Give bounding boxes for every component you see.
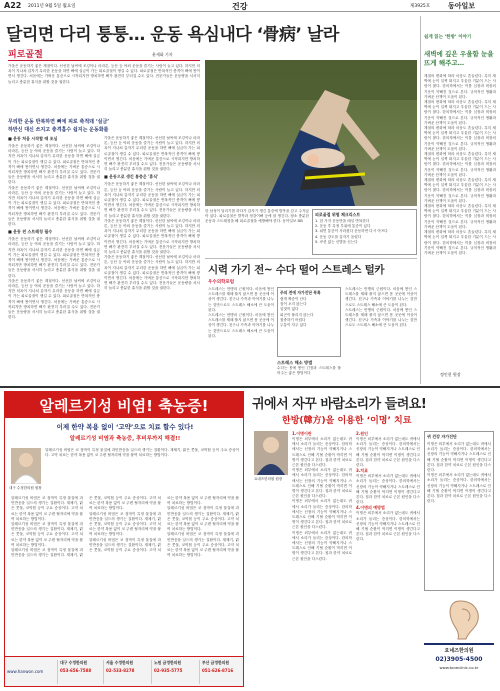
body-text: 계절의 변화에 따라 마음도 흔들린다. 특히 새벽에 눈이 일찍 떠지고 우울한 기분이 드는 사람이 많다. 한의학에서는 이를 심장과 비장의 기운이 약해진 것으로 본다. 규칙적인 생활과 가벼운 산책이 도움이 된다. bbox=[424, 178, 496, 203]
side-logo: 쉽게 읽는 ‘한방’ 이야기 bbox=[424, 35, 472, 40]
box-title: 주의 전에 자가진단 목록 bbox=[280, 290, 321, 295]
branch-phone: 02-935-5775 bbox=[154, 668, 183, 673]
body-text: 계절의 변화에 따라 마음도 흔들린다. 특히 새벽에 눈이 일찍 떠지고 우울한 기분이 드는 사람이 많다. 한의학에서는 이를 심장과 비장의 기운이 약해진 것으로 본다. 규칙적인 생활과 가벼운 산책이 도움이 된다. bbox=[424, 152, 496, 177]
section-head: 1.이명이란 bbox=[292, 431, 312, 436]
ad-right-doctor-photo bbox=[254, 431, 288, 475]
checklist-item: 5. 쿠션 없는 신발을 신는다 bbox=[315, 239, 358, 244]
body-text: 가을은 운동하기 좋은 계절이다. 선선한 날씨에 조깅이나 마라톤, 등산 등 야외 운동을 즐기는 사람이 늘고 있다. 하지만 의욕이 지나쳐 갑자기 무리한 운동을 하면 뼈에 실금이 가는 피로골절이 생길 수 있다. 피로골절은 반복적인 충격이 뼈에 쌓이면서 생긴다. 처음에는 가벼운 통증으로 시작되지만 방치하면 뼈가 완전히 부러질 수도 있다. 전문가들은 운동량을 서서히 늘리고 충분한 휴식을 취할 것을 권한다. bbox=[104, 136, 200, 172]
body-text: 이명은 외부에서 소리가 없는데도 귀에서 소리가 들리는 증상이다. 한의학에서는 신장의 기능이 약해지거나 스트레스로 인해 기혈 순환이 막히면 이명이 생긴다고 본다. 침과 한약 치료로 근본 원인을 다스린다. bbox=[292, 468, 352, 499]
section-head: 2.원인 bbox=[356, 431, 369, 436]
section-head: 4.이명의 예방법 bbox=[356, 505, 385, 511]
second-body-col-3 bbox=[345, 287, 417, 377]
box-title: 피로골절 위험 체크리스트 bbox=[315, 212, 361, 217]
lead-subhead: 무리한 운동 반복하면 뼈에 피로 축적돼 ‘실금’ bbox=[8, 119, 110, 125]
second-body-col-1 bbox=[208, 287, 274, 377]
body-text: 스트레스는 만병의 근원이다. 마음에 쌓인 스트레스를 제때 풀지 않으면 몸 곳곳에 이상이 생긴다. 친구나 가족과 이야기를 나누는 것만으로도 스트레스 해소에 큰 도움이 된다. bbox=[208, 287, 274, 312]
body-text: 알레르기성 비염은 코 점막이 특정 물질에 과민반응을 일으켜 생기는 질환이다. 재채기, 맑은 콧물, 코막힘 등이 주요 증상이다. 고약 치료는 한약 복용 없이 코 주변 혈자리에 약을 붙여 치료하는 방법이다. bbox=[89, 511, 161, 537]
checklist-item: 1. 한 가지 운동만을 매일 반복한다 bbox=[315, 219, 370, 223]
checklist-item: 쉽게 짜증이 난다 bbox=[280, 297, 307, 301]
body-text: 알레르기성 비염은 코 점막이 특정 물질에 과민반응을 일으켜 생기는 질환이다. 재채기, 맑은 콧물, 코막힘 등이 주요 증상이다. 고약 치료는 한약 복용 없이 코 주변 혈자리에 약을 붙여 치료하는 방법이다. bbox=[167, 506, 239, 532]
body-text: 가을은 운동하기 좋은 계절이다. 선선한 날씨에 조깅이나 마라톤, 등산 등 야외 운동을 즐기는 사람이 늘고 있다. 하지만 의욕이 지나쳐 갑자기 무리한 운동을 하면 뼈에 실금이 가는 피로골절이 생길 수 있다. 피로골절은 반복적인 충격이 뼈에 쌓이면서 생긴다. 처음에는 가벼운 통증으로 시작되지만 방치하면 뼈가 완전히 부러질 수도 있다. 전문가들은 운동량을 서서히 늘리고 충분한 휴식을 취할 것을 권한다. bbox=[8, 278, 100, 320]
body-text: 알레르기성 비염은 코 점막이 특정 물질에 과민반응을 일으켜 생기는 질환이다. 재채기, 맑은 콧물, 코막힘 등이 주요 증상이다. 고약 치료는 한약 복용 없이 코 주변 혈자리에 약을 붙여 치료하는 방법이다. bbox=[11, 496, 83, 521]
checklist-item: 두통이 자주 있다 bbox=[280, 323, 307, 328]
body-text: 이명은 외부에서 소리가 없는데도 귀에서 소리가 들리는 증상이다. 한의학에서는 신장의 기능이 약해지거나 스트레스로 인해 기혈 순환이 막히면 이명이 생긴다고 본다. 침과 한약 치료로 근본 원인을 다스린다. bbox=[356, 511, 420, 542]
ad-left-subtitle-2: 알레르기성 비염과 축농증, 후비루까지 해결!! bbox=[69, 436, 181, 442]
body-text: 이명은 외부에서 소리가 없는데도 귀에서 소리가 들리는 증상이다. 한의학에서는 신장의 기능이 약해지거나 스트레스로 인해 기혈 순환이 막히면 이명이 생긴다고 본다. 침과 한약 치료로 근본 원인을 다스린다. bbox=[292, 530, 352, 561]
checklist-item: 입맛이 없다 bbox=[280, 307, 299, 312]
issue-date: 2011년 9월 5일 월요일 bbox=[28, 4, 76, 9]
checklist-item: 3. 쉬면 통증이 사라졌다 운동하면 다시 아프다 bbox=[315, 229, 388, 234]
second-caption: 수다는 몸에 쌓인 긴장과 스트레스를 풀어주는 좋은 방법이다 bbox=[277, 366, 341, 376]
lead-photo bbox=[205, 60, 417, 206]
body-text: 이명은 외부에서 소리가 없는데도 귀에서 소리가 들리는 증상이다. 한의학에서는 신장의 기능이 약해지거나 스트레스로 인해 기혈 순환이 막히면 이명이 생긴다고 본다. 침과 한약 치료로 근본 원인을 다스린다. bbox=[427, 442, 491, 473]
ad-right-box bbox=[424, 431, 494, 591]
ad-left-intro: 알레르기성 비염은 코 점막이 특정 물질에 과민반응을 일으켜 생기는 질환이다. 재채기, 맑은 콧물, 코막힘 등이 주요 증상이다. 고약 치료는 한약 복용 없이 코 주변 혈자리에 약을 붙여 치료하는 방법이다. bbox=[45, 448, 239, 458]
ad-left-subtitle: 이제 한약 복용 없이 ‘고약’으로 치료 할수 있다! bbox=[56, 423, 194, 431]
branch-box bbox=[151, 660, 197, 684]
ad-right-ear-illustration bbox=[430, 597, 490, 641]
second-checklist-box bbox=[277, 287, 341, 357]
lead-category: 피로골절 bbox=[8, 50, 43, 60]
clinic-name: 요네즈한의원 bbox=[444, 648, 474, 654]
second-caption-title: 스트레스 해소 방법 bbox=[277, 360, 313, 365]
page-number: A22 bbox=[4, 1, 22, 10]
lead-byline: 윤세화 기자 bbox=[152, 52, 173, 57]
checklist-item: 잠이 오지 않는다 bbox=[280, 302, 307, 307]
body-text: 이명은 외부에서 소리가 없는데도 귀에서 소리가 들리는 증상이다. 한의학에서는 신장의 기능이 약해지거나 스트레스로 인해 기혈 순환이 막히면 이명이 생긴다고 본다. 침과 한약 치료로 근본 원인을 다스린다. bbox=[292, 437, 352, 468]
lead-intro-text: 가을은 운동하기 좋은 계절이다. 선선한 날씨에 조깅이나 마라톤, 등산 등 야외 운동을 즐기는 사람이 늘고 있다. 하지만 의욕이 지나쳐 갑자기 무리한 운동을 하면 뼈에 실금이 가는 피로골절이 생길 수 있다. 피로골절은 반복적인 충격이 뼈에 쌓이면서 생긴다. 처음에는 가벼운 통증으로 시작되지만 방치하면 뼈가 완전히 부러질 수도 있다. 전문가들은 운동량을 서서히 늘리고 충분한 휴식을 취할 것을 권한다. bbox=[8, 64, 200, 84]
ad-right-doctor: 요네즈한의원 원장 bbox=[254, 477, 283, 481]
section-head: ■ 운동 처음 시작할 때 조심 bbox=[8, 136, 58, 141]
branch-phone: 053-656-7588 bbox=[60, 668, 92, 673]
ad-left-website[interactable]: www.hanwon.com bbox=[7, 669, 44, 674]
branch-phone: 02-533-8278 bbox=[106, 668, 135, 673]
checklist-item: 집중하기 어렵다 bbox=[280, 317, 306, 322]
ad-right-body-1 bbox=[292, 431, 352, 671]
page-header bbox=[0, 0, 500, 12]
body-text: 이명은 외부에서 소리가 없는데도 귀에서 소리가 들리는 증상이다. 한의학에서는 신장의 기능이 약해지거나 스트레스로 인해 기혈 순환이 막히면 이명이 생긴다고 본다. 침과 한약 치료로 근본 원인을 다스린다. bbox=[427, 473, 491, 504]
body-text: 계절의 변화에 따라 마음도 흔들린다. 특히 새벽에 눈이 일찍 떠지고 우울한 기분이 드는 사람이 많다. 한의학에서는 이를 심장과 비장의 기운이 약해진 것으로 본다. 규칙적인 생활과 가벼운 산책이 도움이 된다. bbox=[424, 230, 496, 255]
checklist-item: 2. 운동 후 특정 부위에 통증이 있다 bbox=[315, 224, 371, 229]
body-text: 가을은 운동하기 좋은 계절이다. 선선한 날씨에 조깅이나 마라톤, 등산 등 야외 운동을 즐기는 사람이 늘고 있다. 하지만 의욕이 지나쳐 갑자기 무리한 운동을 하면 뼈에 실금이 가는 피로골절이 생길 수 있다. 피로골절은 반복적인 충격이 뼈에 쌓이면서 생긴다. 처음에는 가벼운 통증으로 시작되지만 방치하면 뼈가 완전히 부러질 수도 있다. 전문가들은 운동량을 서서히 늘리고 충분한 휴식을 취할 것을 권한다. bbox=[8, 185, 100, 227]
box-title: 귀 건강 자가진단 bbox=[427, 434, 457, 439]
issue-number: 제3925호 bbox=[410, 4, 431, 9]
clinic-website[interactable]: www.toneclinic.co.kr bbox=[439, 665, 479, 670]
body-text: 가을은 운동하기 좋은 계절이다. 선선한 날씨에 조깅이나 마라톤, 등산 등 야외 운동을 즐기는 사람이 늘고 있다. 하지만 의욕이 지나쳐 갑자기 무리한 운동을 하면 뼈에 실금이 가는 피로골절이 생길 수 있다. 피로골절은 반복적인 충격이 뼈에 쌓이면서 생긴다. 처음에는 가벼운 통증으로 시작되지만 방치하면 뼈가 완전히 부러질 수도 있다. 전문가들은 운동량을 서서히 늘리고 충분한 휴식을 취할 것을 권한다. bbox=[104, 218, 200, 255]
checklist-item: 피곤이 풀리지 않는다 bbox=[280, 312, 314, 317]
body-text: 계절의 변화에 따라 마음도 흔들린다. 특히 새벽에 눈이 일찍 떠지고 우울한 기분이 드는 사람이 많다. 한의학에서는 이를 심장과 비장의 기운이 약해진 것으로 본다. 규칙적인 생활과 가벼운 산책이 도움이 된다. bbox=[424, 74, 496, 99]
lead-body-col-2 bbox=[104, 136, 200, 376]
branch-name: 서울 수정한의원 bbox=[106, 660, 133, 665]
branch-box bbox=[57, 660, 101, 684]
ad-left-doctor: 대구 수정한의원 원장 bbox=[9, 486, 42, 490]
lead-body-col-1 bbox=[8, 136, 100, 376]
ad-right-subhead: 한방(韓方)을 이용한 ‘이명’ 치료 bbox=[282, 416, 412, 426]
paper-name: 동아일보 bbox=[448, 2, 476, 10]
body-text: 스트레스는 만병의 근원이다. 마음에 쌓인 스트레스를 제때 풀지 않으면 몸 곳곳에 이상이 생긴다. 친구나 가족과 이야기를 나누는 것만으로도 스트레스 해소에 큰 도움이 된다. bbox=[345, 307, 417, 328]
second-category: 우수의학포럼 bbox=[208, 280, 235, 285]
branch-phone: 051-626-8716 bbox=[202, 668, 234, 673]
section-title: 건강 bbox=[232, 2, 248, 11]
body-text: 이명은 외부에서 소리가 없는데도 귀에서 소리가 들리는 증상이다. 한의학에서는 신장의 기능이 약해지거나 스트레스로 인해 기혈 순환이 막히면 이명이 생긴다고 본다. 침과 한약 치료로 근본 원인을 다스린다. bbox=[356, 437, 420, 468]
body-text: 알레르기성 비염은 코 점막이 특정 물질에 과민반응을 일으켜 생기는 질환이다. 재채기, 맑은 콧물, 코막힘 등이 주요 증상이다. 고약 치료는 한약 복용 없이 코 주변 혈자리에 약을 붙여 치료하는 방법이다. bbox=[11, 496, 161, 558]
branch-box bbox=[199, 660, 243, 684]
ad-right-body-2 bbox=[356, 431, 420, 671]
branch-name: 부산 금정한의원 bbox=[202, 660, 229, 665]
branch-name: 노원 금정한의원 bbox=[154, 660, 181, 665]
lead-photo-caption: 한 남성이 달리기를 하다가 갑자기 생긴 통증에 발목을 감고 주저앉아 있다. 피로골절은 발목과 정강이뼈 등에 잘 생긴다. 평소 충분한 운동과 스트레칭을 해 피로골절을 예방해야 한다. 동아일보 DB bbox=[205, 209, 309, 224]
body-text: 가을은 운동하기 좋은 계절이다. 선선한 날씨에 조깅이나 마라톤, 등산 등 야외 운동을 즐기는 사람이 늘고 있다. 하지만 의욕이 지나쳐 갑자기 무리한 운동을 하면 뼈에 실금이 가는 피로골절이 생길 수 있다. 피로골절은 반복적인 충격이 뼈에 쌓이면서 생긴다. 처음에는 가벼운 통증으로 시작되지만 방치하면 뼈가 완전히 부러질 수도 있다. 전문가들은 운동량을 서서히 늘리고 충분한 휴식을 취할 것을 권한다. bbox=[104, 255, 200, 291]
ad-right-headline: 귀에서 자꾸 바람소리가 들려요! bbox=[252, 397, 427, 412]
branch-box bbox=[103, 660, 149, 684]
ad-left-body bbox=[11, 496, 239, 646]
clinic-phone: 02)3905-4500 bbox=[435, 656, 483, 663]
body-text: 이명은 외부에서 소리가 없는데도 귀에서 소리가 들리는 증상이다. 한의학에서는 신장의 기능이 약해지거나 스트레스로 인해 기혈 순환이 막히면 이명이 생긴다고 본다. 침과 한약 치료로 근본 원인을 다스린다. bbox=[292, 499, 352, 530]
section-head: ■ 운동으로 생긴 통증은 '휴식' bbox=[104, 174, 159, 180]
ad-right-footer bbox=[424, 643, 494, 685]
body-text: 계절의 변화에 따라 마음도 흔들린다. 특히 새벽에 눈이 일찍 떠지고 우울한 기분이 드는 사람이 많다. 한의학에서는 이를 심장과 비장의 기운이 약해진 것으로 본다. 규칙적인 생활과 가벼운 산책이 도움이 된다. bbox=[424, 204, 496, 229]
body-text: 이명은 외부에서 소리가 없는데도 귀에서 소리가 들리는 증상이다. 한의학에서는 신장의 기능이 약해지거나 스트레스로 인해 기혈 순환이 막히면 이명이 생긴다고 본다. 침과 한약 치료로 근본 원인을 다스린다. bbox=[356, 474, 420, 505]
branch-name: 대구 수정한의원 bbox=[60, 660, 87, 665]
body-text: 가을은 운동하기 좋은 계절이다. 선선한 날씨에 조깅이나 마라톤, 등산 등 야외 운동을 즐기는 사람이 늘고 있다. 하지만 의욕이 지나쳐 갑자기 무리한 운동을 하면 뼈에 실금이 가는 피로골절이 생길 수 있다. 피로골절은 반복적인 충격이 뼈에 쌓이면서 생긴다. 처음에는 가벼운 통증으로 시작되지만 방치하면 뼈가 완전히 부러질 수도 있다. 전문가들은 운동량을 서서히 늘리고 충분한 휴식을 취할 것을 권한다. bbox=[8, 237, 100, 278]
ad-left-title: 알레르기성 비염! 축농증! bbox=[39, 397, 209, 415]
body-text: 알레르기성 비염은 코 점막이 특정 물질에 과민반응을 일으켜 생기는 질환이다. 재채기, 맑은 콧물, 코막힘 등이 주요 증상이다. 고약 치료는 한약 복용 없이 코 주변 혈자리에 약을 붙여 치료하는 방법이다. bbox=[167, 532, 239, 558]
lead-checklist-box bbox=[312, 209, 417, 255]
body-text: 알레르기성 비염은 코 점막이 특정 물질에 과민반응을 일으켜 생기는 질환이다. 재채기, 맑은 콧물, 코막힘 등이 주요 증상이다. 고약 치료는 한약 복용 없이 코 주변 혈자리에 약을 붙여 치료하는 방법이다. bbox=[89, 496, 239, 553]
ad-left-doctor-photo bbox=[11, 448, 41, 484]
body-text: 스트레스는 만병의 근원이다. 마음에 쌓인 스트레스를 제때 풀지 않으면 몸 곳곳에 이상이 생긴다. 친구나 가족과 이야기를 나누는 것만으로도 스트레스 해소에 큰 도움이 된다. bbox=[345, 287, 417, 307]
second-headline: 시력 가기 전~ 수다 떨어 스트레스 털카 bbox=[208, 264, 385, 276]
lead-subhead-2: 하반신 대신 쓰지고 충격흡수 쉽지는 운동화를 bbox=[8, 127, 109, 133]
body-text: 가을은 운동하기 좋은 계절이다. 선선한 날씨에 조깅이나 마라톤, 등산 등 야외 운동을 즐기는 사람이 늘고 있다. 하지만 의욕이 지나쳐 갑자기 무리한 운동을 하면 뼈에 실금이 가는 피로골절이 생길 수 있다. 피로골절은 반복적인 충격이 뼈에 쌓이면서 생긴다. 처음에는 가벼운 통증으로 시작되지만 방치하면 뼈가 완전히 부러질 수도 있다. 전문가들은 운동량을 서서히 늘리고 충분한 휴식을 취할 것을 권한다. bbox=[8, 144, 100, 185]
side-title: 새벽에 깊은 우울함 눈을 뜨게 해주고… bbox=[424, 50, 494, 67]
body-text: 계절의 변화에 따라 마음도 흔들린다. 특히 새벽에 눈이 일찍 떠지고 우울한 기분이 드는 사람이 많다. 한의학에서는 이를 심장과 비장의 기운이 약해진 것으로 본다. 규칙적인 생활과 가벼운 산책이 도움이 된다. bbox=[424, 126, 496, 151]
section-head: ■ 운동 전 스트레칭 필수 bbox=[8, 229, 53, 235]
section-head: 3.치료 bbox=[356, 468, 369, 474]
body-text: 가을은 운동하기 좋은 계절이다. 선선한 날씨에 조깅이나 마라톤, 등산 등 야외 운동을 즐기는 사람이 늘고 있다. 하지만 의욕이 지나쳐 갑자기 무리한 운동을 하면 뼈에 실금이 가는 피로골절이 생길 수 있다. 피로골절은 반복적인 충격이 뼈에 쌓이면서 생긴다. 처음에는 가벼운 통증으로 시작되지만 방치하면 뼈가 완전히 부러질 수도 있다. 전문가들은 운동량을 서서히 늘리고 충분한 휴식을 취할 것을 권한다. bbox=[104, 182, 200, 218]
side-body bbox=[424, 74, 496, 370]
body-text: 알레르기성 비염은 코 점막이 특정 물질에 과민반응을 일으켜 생기는 질환이다. 재채기, 맑은 콧물, 코막힘 등이 주요 증상이다. 고약 치료는 한약 복용 없이 코 주변 혈자리에 약을 붙여 치료하는 방법이다. bbox=[11, 522, 83, 547]
ad-right bbox=[250, 391, 496, 687]
checklist-item: 4. 운동 강도를 갑자기 올렸다 bbox=[315, 234, 362, 239]
ad-left-title-bar bbox=[5, 392, 243, 418]
ad-left-footer bbox=[5, 656, 243, 686]
lead-headline: 달리면 다리 퉁퉁… 운동 욕심내다 ‘骨病’ 날라 bbox=[6, 25, 339, 45]
side-author: 정인헌 원장 bbox=[440, 372, 461, 377]
body-text: 계절의 변화에 따라 마음도 흔들린다. 특히 새벽에 눈이 일찍 떠지고 우울한 기분이 드는 사람이 많다. 한의학에서는 이를 심장과 비장의 기운이 약해진 것으로 본다. 규칙적인 생활과 가벼운 산책이 도움이 된다. bbox=[424, 100, 496, 125]
ad-left bbox=[4, 391, 244, 687]
body-text: 스트레스는 만병의 근원이다. 마음에 쌓인 스트레스를 제때 풀지 않으면 몸 곳곳에 이상이 생긴다. 친구나 가족과 이야기를 나누는 것만으로도 스트레스 해소에 큰 도움이 된다. bbox=[208, 313, 274, 338]
